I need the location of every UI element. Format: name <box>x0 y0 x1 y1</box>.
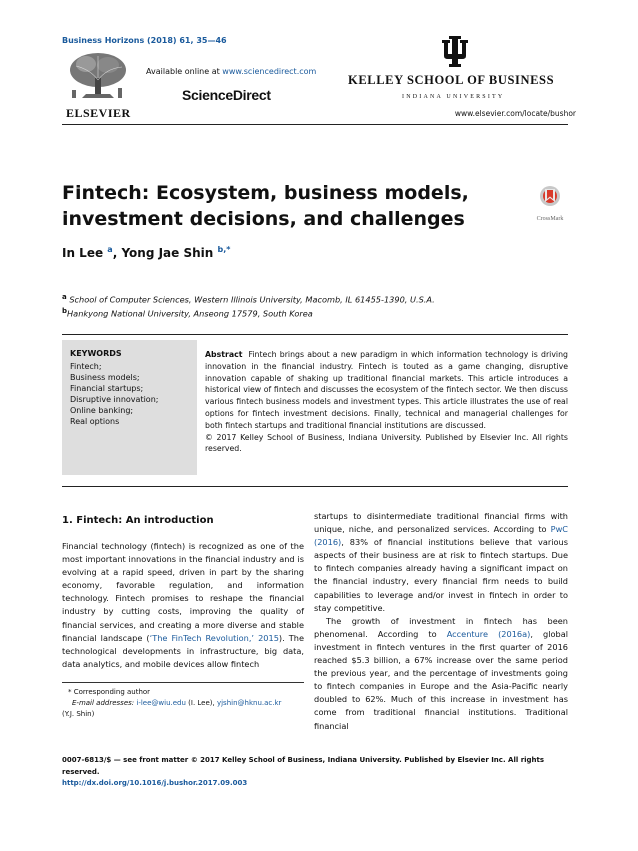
citation-link[interactable]: Accenture (2016a) <box>446 628 531 639</box>
journal-reference[interactable]: Business Horizons (2018) 61, 35—46 <box>62 36 227 45</box>
kelley-school-wordmark: KELLEY SCHOOL OF BUSINESS <box>348 73 555 87</box>
abstract-bottom-rule <box>62 486 568 487</box>
keyword-item: Financial startups; <box>70 384 144 393</box>
citation-link[interactable]: PwC (2016) <box>314 524 568 548</box>
paragraph: startups to disintermediate traditional financial firms with unique, niche, and personalized services. According to PwC (2016), 83% of financial institutions believe that various aspects of their business are at risk to fintech startups. Due to fintech companies already having a significant impact on the financial industry, every financial firm needs to build capabilities to leverage and/or invest in fintech in order to stay competitive. <box>314 511 568 613</box>
sciencedirect-logo: ScienceDirect <box>182 87 271 103</box>
right-column <box>314 510 568 733</box>
header-rule <box>62 124 568 125</box>
section-heading: 1. Fintech: An introduction <box>62 515 214 526</box>
abstract <box>205 349 568 455</box>
author-name: Yong Jae Shin <box>121 246 214 260</box>
keywords-box <box>62 340 197 475</box>
keyword-item: Disruptive innovation; <box>70 395 159 404</box>
keywords-heading: KEYWORDS <box>70 349 122 358</box>
abstract-label: Abstract <box>205 350 243 359</box>
affiliation-marker[interactable]: a <box>107 245 113 254</box>
keyword-item: Fintech; <box>70 362 102 371</box>
abstract-text: Fintech brings about a new paradigm in which information technology is driving innovation in the financial industry. Fintech is touted as a game changing, disruptive innovation capable of shaking up traditional financial markets. This article introduces a historical view of fintech and discusses the ecosystem of the fintech sector. We then discuss various fintech business models and investment types. This article illustrates the use of real options for fintech investment decisions. Finally, technical and managerial challenges for both fintech startups and traditional financial institutions are discussed. <box>205 350 568 430</box>
journal-url-link[interactable]: www.elsevier.com/locate/bushor <box>454 109 576 118</box>
indiana-university-wordmark: INDIANA UNIVERSITY <box>402 94 505 100</box>
paragraph: Financial technology (fintech) is recognized as one of the most important innovations in the financial industry and is evolving at a rapid speed, driven in part by the sharing economy, favorable regulation, and information technology. Fintech promises to reshape the financial industry by cutting costs, improving the quality of financial services, and creating a more diverse and stable financial landscape (‘The FinTech Revolution,’ 2015). The technological developments in infrastructure, big data, data analytics, and mobile devices allow fintech <box>62 541 304 669</box>
corresponding-author-note: * Corresponding author <box>68 688 151 696</box>
keyword-item: Business models; <box>70 373 140 382</box>
author-name: In Lee <box>62 246 104 260</box>
footnote: * Corresponding author E-mail addresses: i-lee@wiu.edu (I. Lee), yjshin@hknu.ac.kr (Y.J. Shin) <box>62 687 310 720</box>
keyword-item: Online banking; <box>70 406 134 415</box>
footnote-rule <box>62 682 304 683</box>
doi-link[interactable]: http://dx.doi.org/10.1016/j.bushor.2017.09.003 <box>62 779 248 787</box>
email-addresses: E-mail addresses: i-lee@wiu.edu (I. Lee), yjshin@hknu.ac.kr <box>72 699 282 707</box>
iu-trident-logo <box>440 36 470 68</box>
affiliation-a: $^a$ School of Computer Sciences, Western Illinois University, Macomb, IL 61455-1390, U.S.A. <box>62 293 435 305</box>
abstract-top-rule <box>62 334 568 335</box>
sciencedirect-link[interactable]: www.sciencedirect.com <box>222 67 317 76</box>
abstract-copyright: © 2017 Kelley School of Business, Indiana University. Published by Elsevier Inc. All rights reserved. <box>205 432 568 454</box>
left-column <box>62 540 304 671</box>
affiliation-b: $^b$Hankyong National University, Anseong 17579, South Korea <box>62 307 313 319</box>
paragraph: The growth of investment in fintech has been phenomenal. According to Accenture (2016a), global investment in fintech ventures in the first quarter of 2016 reached $5.3 billion, a 67% increase over the same period the previous year, and the percentage of investments going to fintech companies in Europe and the Asia-Pacific nearly doubled to 62%. Much of this increase in investment has come from traditional financial institutions. Traditional financial <box>314 615 569 731</box>
email-link[interactable]: yjshin@hknu.ac.kr <box>216 699 282 707</box>
front-matter-footer <box>62 755 568 790</box>
citation-link[interactable]: ‘The FinTech Revolution,’ 2015 <box>149 632 279 643</box>
affiliation-marker[interactable]: b,* <box>217 245 231 254</box>
issn-line: 0007-6813/$ — see front matter © 2017 Kelley School of Business, Indiana University. Published by Elsevier Inc. All rights reserved. <box>62 756 545 776</box>
crossmark-label: CrossMark <box>536 216 564 222</box>
crossmark-icon <box>539 185 561 211</box>
email-link[interactable]: i-lee@wiu.edu <box>136 699 186 707</box>
crossmark-badge[interactable] <box>532 185 568 222</box>
article-title: Fintech: Ecosystem, business models, investment decisions, and challenges <box>62 182 469 230</box>
elsevier-wordmark: ELSEVIER <box>66 106 131 120</box>
elsevier-tree-logo <box>62 50 134 106</box>
author-line: In Lee $^a$, Yong Jae Shin $^{b,*}$ <box>62 245 231 260</box>
keyword-item: Real options <box>70 417 120 426</box>
available-online: Available online at www.sciencedirect.com <box>146 67 317 76</box>
